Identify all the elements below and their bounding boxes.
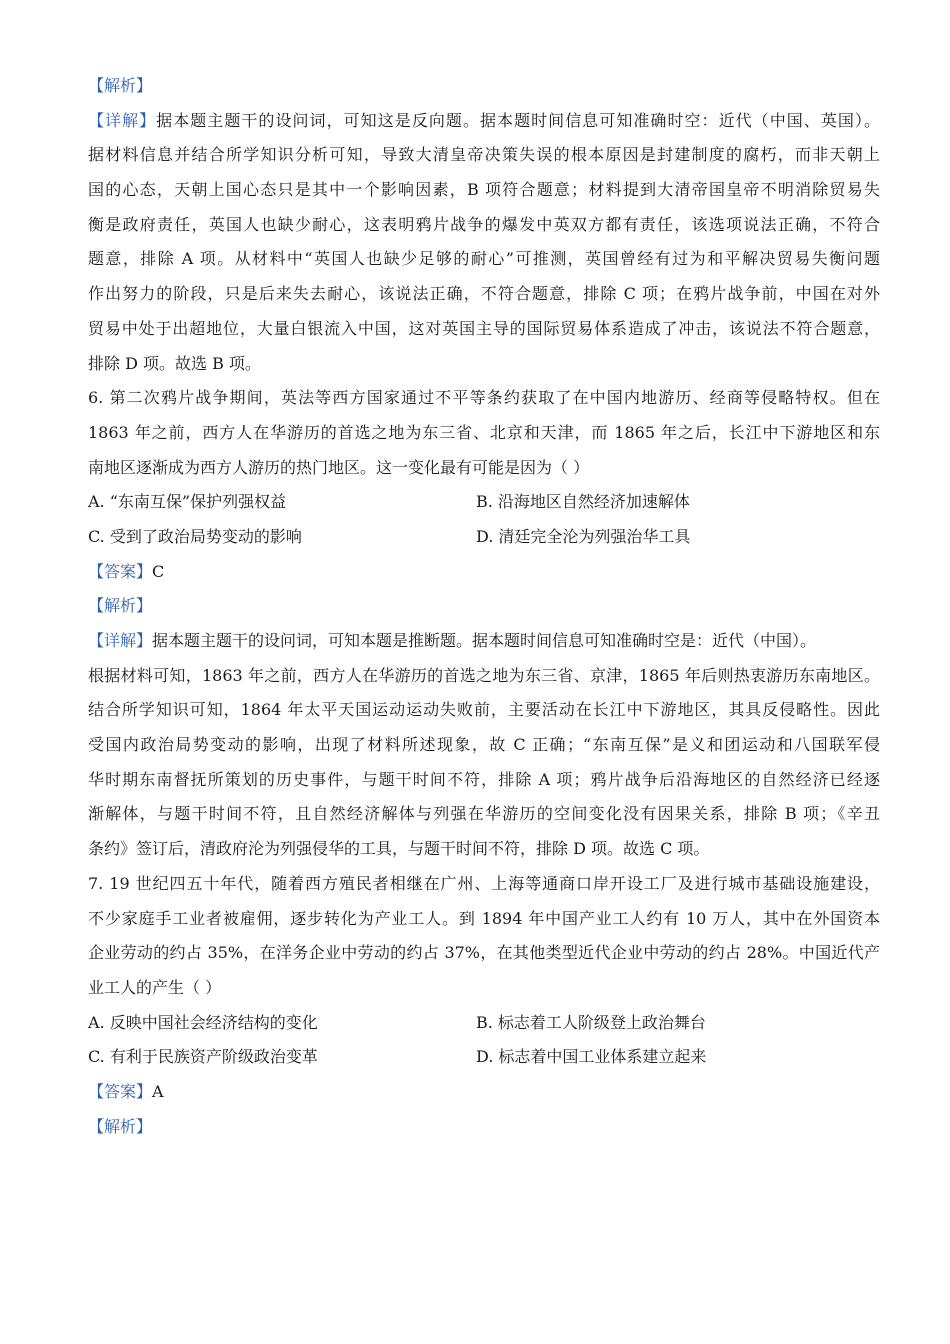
options-row (88, 1013, 880, 1033)
question-stem-line: 不少家庭手工业者被雇佣，逐步转化为产业工人。到 1894 年中国产业工人约有 10 万人，其中在外国资本 (88, 908, 880, 928)
question-stem-line: 6. 第二次鸦片战争期间，英法等西方国家通过不平等条约获取了在中国内地游历、经商等侵略特权。但在 (88, 388, 880, 408)
analysis-tag: 【解析】 (88, 596, 153, 616)
detail-line: 题意，排除 A 项。从材料中“英国人也缺少足够的耐心”可推测，英国曾经有过为和平解决贸易失衡问题 (88, 249, 880, 269)
detail-line: 【详解】据本题主题干的设问词，可知这是反向题。据本题时间信息可知准确时空：近代（中国、英国）。 (88, 110, 880, 130)
question-stem-line: 企业劳动的约占 35%，在洋务企业中劳动的约占 37%，在其他类型近代企业中劳动的约占 28%。中国近代产 (88, 943, 880, 963)
document-page (88, 76, 880, 1151)
analysis-heading (88, 596, 880, 616)
options-row (88, 1047, 880, 1067)
detail-line: 国的心态，天朝上国心态只是其中一个影响因素，B 项符合题意；材料提到大清帝国皇帝不明消除贸易失 (88, 180, 880, 200)
analysis-tag: 【解析】 (88, 76, 153, 95)
question-stem-line: 业工人的产生（ ） (88, 977, 222, 997)
answer-line (88, 562, 880, 582)
detail-line: 结合所学知识可知，1864 年太平天国运动运动失败前，主要活动在长江中下游地区，其具反侵略性。因此 (88, 700, 880, 720)
analysis-heading (88, 76, 880, 96)
detail-line: 排除 D 项。故选 B 项。 (88, 353, 261, 373)
detail-line: 华时期东南督抚所策划的历史事件，与题干时间不符，排除 A 项；鸦片战争后沿海地区的自然经济已经逐 (88, 769, 880, 789)
detail-line: 据材料信息并结合所学知识分析可知，导致大清皇帝决策失误的根本原因是封建制度的腐朽，而非天朝上 (88, 145, 880, 165)
option-b: B. 标志着工人阶级登上政治舞台 (476, 1012, 706, 1032)
detail-tag: 【详解】 (88, 110, 157, 130)
answer-tag: 【答案】 (88, 1081, 153, 1101)
answer-line (88, 1082, 880, 1102)
option-d: D. 清廷完全沦为列强治华工具 (476, 526, 691, 546)
detail-line: 根据材料可知，1863 年之前，西方人在华游历的首选之地为东三省、京津，1865 年后则热衷游历东南地区。 (88, 665, 880, 685)
option-c: C. 有利于民族资产阶级政治变革 (88, 1047, 318, 1067)
options-row (88, 527, 880, 547)
analysis-tag: 【解析】 (88, 1116, 153, 1136)
detail-line: 【详解】据本题主题干的设问词，可知本题是推断题。据本题时间信息可知准确时空是：近代（中国）。 (88, 631, 817, 650)
option-a: A. 反映中国社会经济结构的变化 (88, 1012, 318, 1032)
answer-value: A (152, 1081, 164, 1101)
option-b: B. 沿海地区自然经济加速解体 (476, 492, 690, 512)
option-a: A. “东南互保”保护列强权益 (88, 492, 287, 512)
detail-line: 条约》签订后，清政府沦为列强侵华的工具，与题干时间不符，排除 D 项。故选 C 项。 (88, 839, 710, 859)
detail-line: 受国内政治局势变动的影响，出现了材料所述现象，故 C 正确；“东南互保”是义和团运动和八国联军侵 (88, 735, 880, 755)
analysis-heading (88, 1117, 880, 1137)
detail-line: 衡是政府责任，英国人也缺少耐心，这表明鸦片战争的爆发中英双方都有责任，该选项说法正确，不符合 (88, 214, 880, 234)
detail-line: 贸易中处于出超地位，大量白银流入中国，这对英国主导的国际贸易体系造成了冲击，该说法不符合题意， (88, 318, 880, 338)
detail-line: 作出努力的阶段，只是后来失去耐心，该说法正确，不符合题意，排除 C 项；在鸦片战争前，中国在对外 (88, 284, 880, 304)
options-row (88, 492, 880, 512)
question-stem-line: 1863 年之前，西方人在华游历的首选之地为东三省、北京和天津，而 1865 年之后，长江中下游地区和东 (88, 422, 880, 442)
option-d: D. 标志着中国工业体系建立起来 (476, 1047, 707, 1067)
detail-tag: 【详解】 (88, 631, 153, 650)
answer-value: C (152, 561, 165, 581)
answer-tag: 【答案】 (88, 561, 153, 581)
question-stem-line: 南地区逐渐成为西方人游历的热门地区。这一变化最有可能是因为（ ） (88, 457, 590, 477)
detail-line: 渐解体，与题干时间不符，且自然经济解体与列强在华游历的空间变化没有因果关系，排除 B 项；《辛丑 (88, 804, 880, 824)
question-stem-line: 7. 19 世纪四五十年代，随着西方殖民者相继在广州、上海等通商口岸开设工厂及进行城市基础设施建设， (88, 873, 880, 893)
option-c: C. 受到了政治局势变动的影响 (88, 526, 302, 546)
